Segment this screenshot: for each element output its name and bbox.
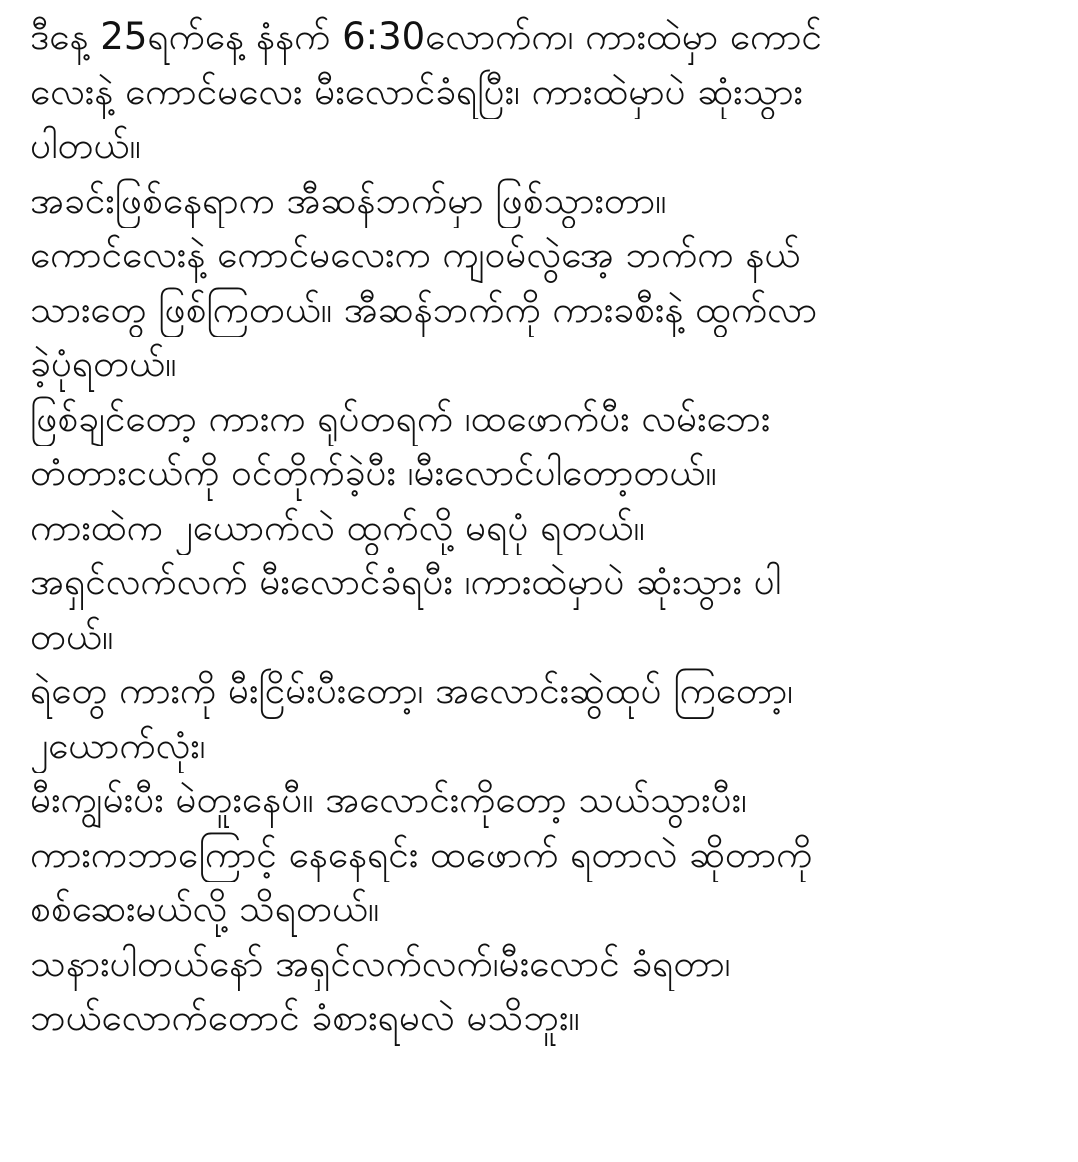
text-line: ၂ယောက်လုံး၊ <box>30 723 206 767</box>
text-line: သားတွေ ဖြစ်ကြတယ်။ အီဆန်ဘက်ကို ကားခစီးနဲ့ ထွက်လာ <box>30 287 818 331</box>
text-line: တယ်။ <box>30 614 114 658</box>
text-line: စစ်ဆေးမယ်လို့ သိရတယ်။ <box>30 887 380 930</box>
text-line: ရဲတွေ ကားကို မီးငြိမ်းပီးတော့၊ အလောင်းဆွဲထုပ် ကြတော့၊ <box>30 669 794 712</box>
text-line: ကားကဘာကြောင့် နေနေရင်း ထဖောက် ရတာလဲ ဆိုတာကို <box>30 832 813 876</box>
document-body <box>30 10 1060 1046</box>
text-line: ကားထဲက ၂ယောက်လဲ ထွက်လို့ မရပုံ ရတယ်။ <box>30 505 645 549</box>
text-line: ဒီနေ့ 25ရက်နေ့ နံနက် 6:30လောက်က၊ ကားထဲမှာ ကောင် <box>30 15 822 58</box>
text-line: မီးကျွမ်းပီး မဲတူးနေပီ။ အလောင်းကိုတော့ သယ်သွားပီး၊ <box>30 778 747 821</box>
text-line: ခဲ့ပုံရတယ်။ <box>30 342 177 385</box>
text-line: အခင်းဖြစ်နေရာက အီဆန်ဘက်မှာ ဖြစ်သွားတာ။ <box>30 178 667 222</box>
text-line: ဖြစ်ချင်တော့ ကားက ရုပ်တရက် ၊ထဖောက်ပီး လမ်းဘေး <box>30 396 771 440</box>
text-line: လေးနဲ့ ကောင်မလေး မီးလောင်ခံရပြီး၊ ကားထဲမှာပဲ ဆုံးသွား <box>30 69 803 113</box>
text-line: သနားပါတယ်နော် အရှင်လက်လက်၊မီးလောင် ခံရတာ၊ <box>30 941 731 985</box>
text-line: ပါတယ်။ <box>30 124 141 167</box>
text-line: ကောင်လေးနဲ့ ကောင်မလေးက ကျဝမ်လွဲအေ့ ဘက်က နယ် <box>30 233 801 276</box>
text-line: အရှင်လက်လက် မီးလောင်ခံရပီး ၊ကားထဲမှာပဲ ဆုံးသွား ပါ <box>30 560 782 603</box>
text-line: တံတားငယ်ကို ဝင်တိုက်ခဲ့ပီး ၊မီးလောင်ပါတော့တယ်။ <box>30 451 717 494</box>
text-line: ဘယ်လောက်တောင် ခံစားရမလဲ မသိဘူး။ <box>30 996 580 1039</box>
